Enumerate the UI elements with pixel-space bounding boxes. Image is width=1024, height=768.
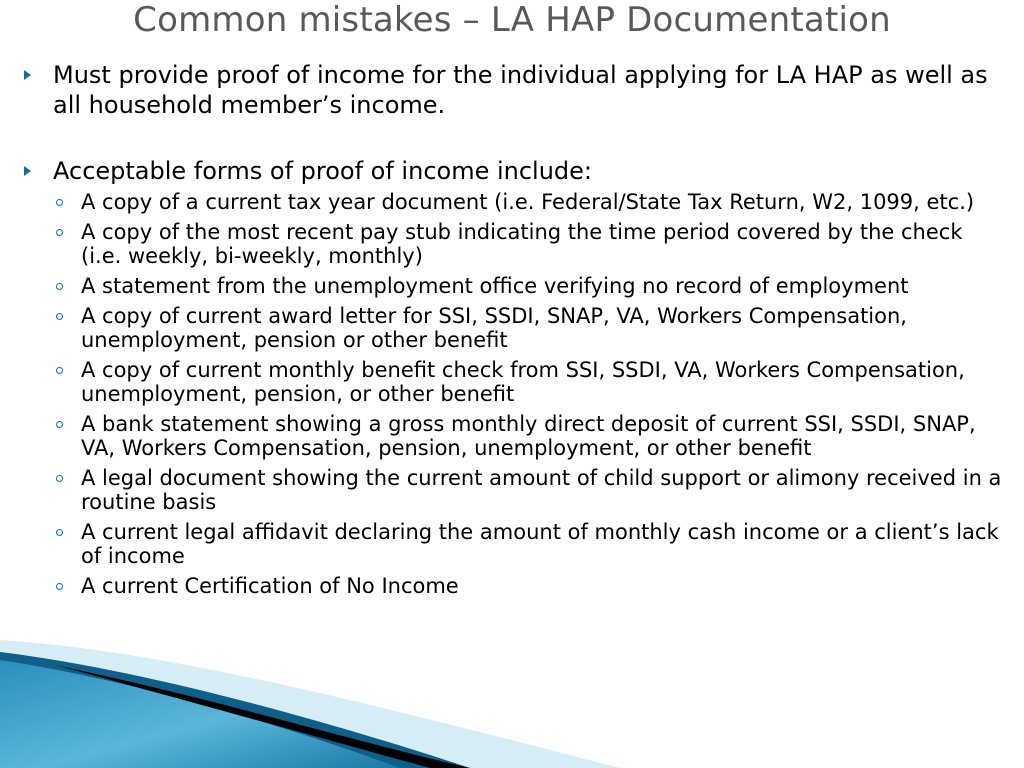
list-item-text: A bank statement showing a gross monthly direct deposit of current SSI, SSDI, SNAP, VA, Workers Compensation, pension, unemployment, or other benefit	[81, 412, 976, 460]
list-item-text: A statement from the unemployment office verifying no record of employment	[81, 274, 909, 298]
circle-bullet-icon	[56, 313, 63, 320]
circle-bullet-icon	[56, 283, 63, 290]
arrow-bullet-icon	[24, 166, 31, 176]
list-item-text: A copy of current monthly benefit check from SSI, SSDI, VA, Workers Compensation, unemployment, pension, or other benefit	[81, 358, 965, 406]
list-item-text: A copy of current award letter for SSI, SSDI, SNAP, VA, Workers Compensation, unemployment, pension or other benefit	[81, 304, 907, 352]
list-item-text: A current Certification of No Income	[81, 574, 459, 598]
bullet-text: Acceptable forms of proof of income include:	[53, 157, 593, 185]
slide-content	[22, 60, 1007, 604]
circle-bullet-icon	[56, 421, 63, 428]
bullet-text: Must provide proof of income for the individual applying for LA HAP as well as all household member’s income.	[53, 61, 988, 119]
list-item	[22, 412, 1007, 460]
circle-bullet-icon	[56, 583, 63, 590]
circle-bullet-icon	[56, 199, 63, 206]
list-item	[22, 358, 1007, 406]
list-item	[22, 190, 1007, 214]
slide-title: Common mistakes – LA HAP Documentation	[133, 0, 891, 40]
circle-bullet-icon	[56, 367, 63, 374]
list-item-text: A legal document showing the current amount of child support or alimony received in a routine basis	[81, 466, 1002, 514]
circle-bullet-icon	[56, 229, 63, 236]
list-item	[22, 220, 1007, 268]
bullet-acceptable-forms	[22, 156, 1007, 186]
circle-bullet-icon	[56, 529, 63, 536]
list-item-text: A copy of the most recent pay stub indicating the time period covered by the check (i.e. weekly, bi-weekly, monthly)	[81, 220, 963, 268]
acceptable-forms-list	[22, 190, 1007, 598]
arrow-bullet-icon	[24, 70, 31, 80]
bullet-proof-of-income	[22, 60, 1007, 120]
list-item	[22, 274, 1007, 298]
circle-bullet-icon	[56, 475, 63, 482]
list-item	[22, 304, 1007, 352]
list-item	[22, 520, 1007, 568]
list-item	[22, 574, 1007, 598]
list-item	[22, 466, 1007, 514]
list-item-text: A copy of a current tax year document (i.e. Federal/State Tax Return, W2, 1099, etc.)	[81, 190, 975, 214]
list-item-text: A current legal affidavit declaring the amount of monthly cash income or a client’s lack of income	[81, 520, 999, 568]
